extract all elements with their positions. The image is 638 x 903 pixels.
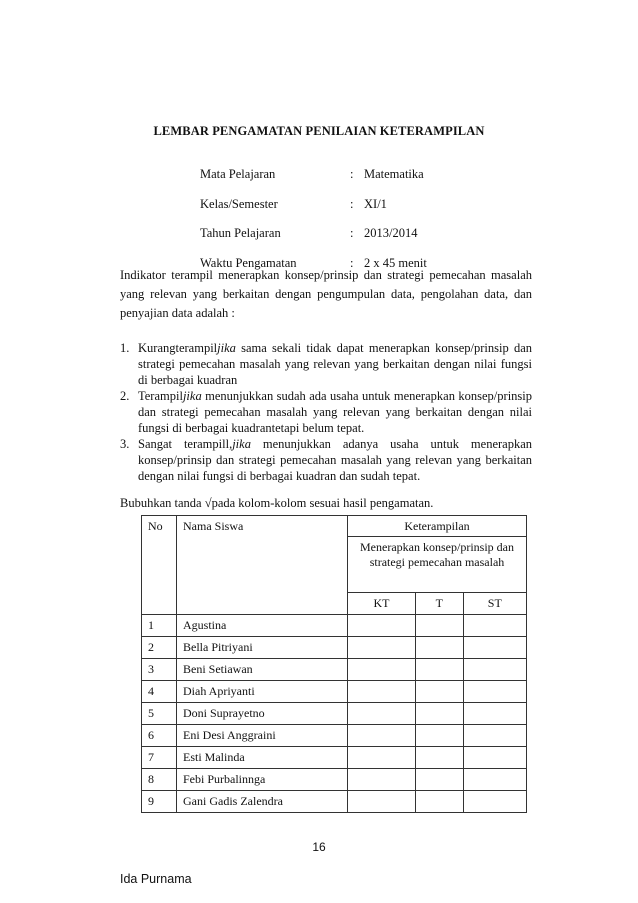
criteria-text <box>138 340 532 388</box>
header-score-kt: KT <box>348 593 416 615</box>
student-name: Esti Malinda <box>177 747 348 769</box>
table-row <box>142 791 527 813</box>
score-cell-kt[interactable] <box>348 659 416 681</box>
score-cell-kt[interactable] <box>348 791 416 813</box>
criteria-number: 3. <box>120 437 130 451</box>
score-cell-t[interactable] <box>415 769 463 791</box>
criteria-number: 1. <box>120 341 130 355</box>
criteria-item <box>120 436 532 484</box>
score-cell-t[interactable] <box>415 681 463 703</box>
assessment-table <box>141 515 527 813</box>
criteria-lead: Terampil <box>138 389 183 403</box>
row-number: 3 <box>142 659 177 681</box>
score-cell-kt[interactable] <box>348 747 416 769</box>
table-row <box>142 769 527 791</box>
criteria-lead: Kurangterampil <box>138 341 218 355</box>
table-row <box>142 725 527 747</box>
criteria-emphasis: jika <box>217 341 236 355</box>
score-cell-st[interactable] <box>463 769 526 791</box>
score-cell-t[interactable] <box>415 791 463 813</box>
table-header-row <box>142 516 527 537</box>
row-number: 4 <box>142 681 177 703</box>
header-score-t: T <box>415 593 463 615</box>
indicator-paragraph: Indikator terampil menerapkan konsep/prinsip dan strategi pemecahan masalah yang relevan yang berkaitan dengan pengumpulan data, pengolahan data, dan penyajian data adalah : <box>120 268 532 320</box>
header-name: Nama Siswa <box>177 516 348 615</box>
score-cell-st[interactable] <box>463 659 526 681</box>
table-row <box>142 703 527 725</box>
student-name: Eni Desi Anggraini <box>177 725 348 747</box>
page-number: 16 <box>312 840 326 854</box>
criteria-rest: menunjukkan adanya usaha untuk menerapkan konsep/prinsip dan strategi pemecahan masalah yang relevan yang berkaitan dengan nilai fungsi di berbagai kuadran dan sudah tepat. <box>138 437 532 483</box>
score-cell-kt[interactable] <box>348 637 416 659</box>
score-cell-st[interactable] <box>463 681 526 703</box>
info-value: XI/1 <box>364 196 387 211</box>
info-value: Matematika <box>364 167 424 181</box>
criteria-item <box>120 388 532 436</box>
footer-author: Ida Purnama <box>120 872 192 886</box>
student-name: Agustina <box>177 615 348 637</box>
criteria-item <box>120 340 532 388</box>
info-value: 2 x 45 menit <box>364 255 427 270</box>
score-cell-t[interactable] <box>415 659 463 681</box>
row-number: 9 <box>142 791 177 813</box>
table-row <box>142 615 527 637</box>
info-row <box>200 167 427 197</box>
score-cell-st[interactable] <box>463 615 526 637</box>
info-colon: : <box>350 255 354 270</box>
student-name: Beni Setiawan <box>177 659 348 681</box>
score-cell-t[interactable] <box>415 615 463 637</box>
table-row <box>142 637 527 659</box>
score-cell-kt[interactable] <box>348 725 416 747</box>
score-cell-st[interactable] <box>463 791 526 813</box>
info-label: Kelas/Semester <box>200 196 278 211</box>
score-cell-st[interactable] <box>463 703 526 725</box>
info-label: Tahun Pelajaran <box>200 226 281 240</box>
table-row <box>142 659 527 681</box>
info-value: 2013/2014 <box>364 226 418 240</box>
header-skill-description: Menerapkan konsep/prinsip dan strategi pemecahan masalah <box>348 537 527 593</box>
criteria-lead: Sangat terampill, <box>138 437 233 451</box>
score-cell-t[interactable] <box>415 725 463 747</box>
criteria-text <box>138 388 532 436</box>
criteria-emphasis: jika <box>182 389 202 403</box>
row-number: 2 <box>142 637 177 659</box>
score-cell-t[interactable] <box>415 703 463 725</box>
info-row <box>200 226 427 256</box>
student-name: Bella Pitriyani <box>177 637 348 659</box>
score-cell-kt[interactable] <box>348 703 416 725</box>
criteria-rest: menunjukkan sudah ada usaha untuk menerapkan konsep/prinsip dan strategi pemecahan masalah yang relevan yang berkaitan dengan nilai fungsi di berbagai kuadrantetapi belum tepat. <box>138 389 532 435</box>
row-number: 6 <box>142 725 177 747</box>
instruction-text: Bubuhkan tanda √pada kolom-kolom sesuai hasil pengamatan. <box>120 496 434 510</box>
score-cell-t[interactable] <box>415 637 463 659</box>
score-cell-kt[interactable] <box>348 681 416 703</box>
page-title: LEMBAR PENGAMATAN PENILAIAN KETERAMPILAN <box>153 124 485 138</box>
info-row <box>200 197 427 227</box>
row-number: 5 <box>142 703 177 725</box>
criteria-emphasis: jika <box>232 437 251 451</box>
score-cell-st[interactable] <box>463 725 526 747</box>
criteria-number: 2. <box>120 389 130 403</box>
row-number: 8 <box>142 769 177 791</box>
info-label: Mata Pelajaran <box>200 167 276 181</box>
info-colon: : <box>350 196 354 211</box>
header-no: No <box>142 516 177 615</box>
student-name: Gani Gadis Zalendra <box>177 791 348 813</box>
criteria-rest: sama sekali tidak dapat menerapkan konsep/prinsip dan strategi pemecahan masalah yang relevan yang berkaitan dengan nilai fungsi di berbagai kuadran <box>138 341 532 387</box>
score-cell-kt[interactable] <box>348 769 416 791</box>
student-name: Diah Apriyanti <box>177 681 348 703</box>
info-colon: : <box>350 226 354 240</box>
header-score-st: ST <box>463 593 526 615</box>
table-row <box>142 747 527 769</box>
criteria-text <box>138 436 532 484</box>
table-row <box>142 681 527 703</box>
student-name: Doni Suprayetno <box>177 703 348 725</box>
score-cell-kt[interactable] <box>348 615 416 637</box>
header-skill: Keterampilan <box>348 516 527 537</box>
row-number: 7 <box>142 747 177 769</box>
student-name: Febi Purbalinnga <box>177 769 348 791</box>
score-cell-t[interactable] <box>415 747 463 769</box>
criteria-list <box>120 340 532 484</box>
score-cell-st[interactable] <box>463 747 526 769</box>
row-number: 1 <box>142 615 177 637</box>
info-label: Waktu Pengamatan <box>200 255 297 270</box>
info-colon: : <box>350 167 354 181</box>
score-cell-st[interactable] <box>463 637 526 659</box>
